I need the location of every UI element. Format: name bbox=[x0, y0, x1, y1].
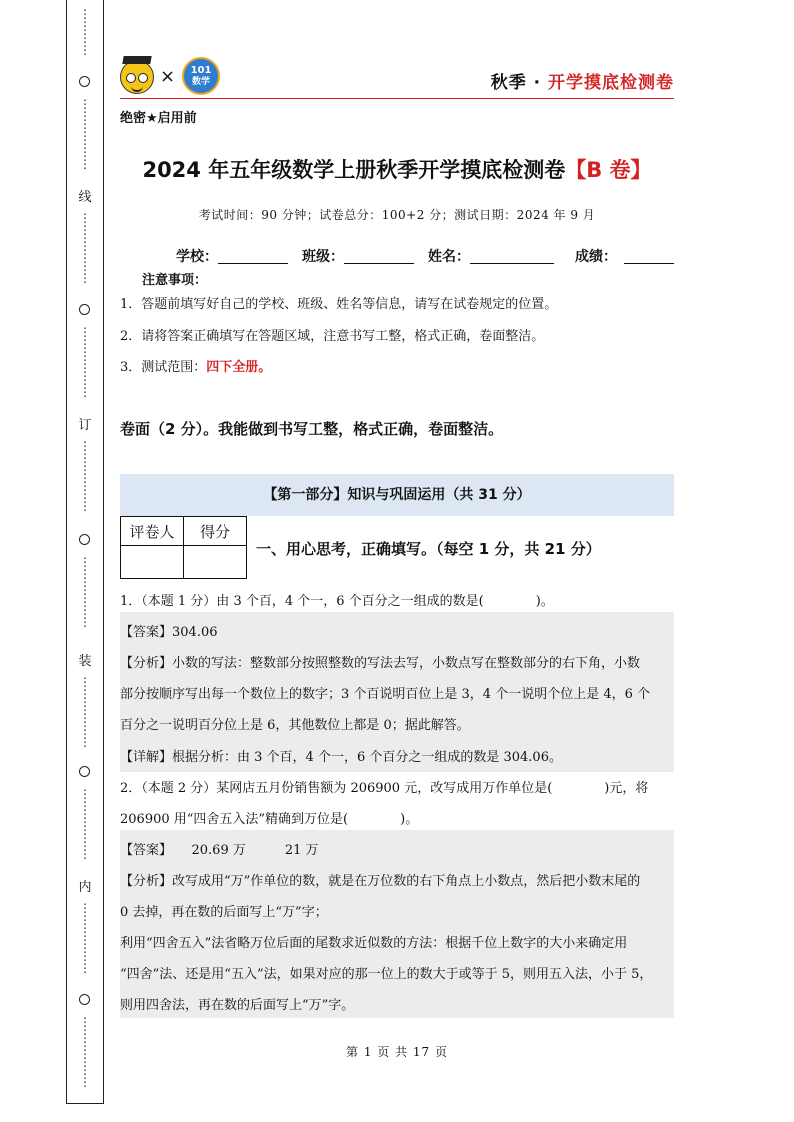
q2-solution-box bbox=[120, 830, 674, 1018]
margin-dots: ⋮ ⋮ ⋮ ⋮ ⋮ ⋮ bbox=[79, 675, 91, 749]
question-1: 1．（本题 1 分）由 3 个百，4 个一，6 个百分之一组成的数是( )。 bbox=[120, 594, 554, 609]
section-header: 【第一部分】知识与巩固运用（共 31 分） bbox=[120, 474, 674, 516]
margin-circle bbox=[79, 766, 90, 777]
times-icon: × bbox=[160, 66, 176, 87]
margin-dots: ⋮ ⋮ ⋮ ⋮ bbox=[79, 7, 91, 57]
page-footer: 第 1 页 共 17 页 bbox=[346, 1045, 448, 1059]
margin-circle bbox=[79, 304, 90, 315]
note-item: 2．请将答案正确填写在答题区域，注意书写工整，格式正确，卷面整洁。 bbox=[120, 329, 545, 344]
q2-answer: 【答案】 20.69 万 21 万 bbox=[120, 843, 319, 858]
class-field[interactable] bbox=[344, 263, 414, 264]
q1-detail: 【详解】根据分析：由 3 个百，4 个一，6 个百分之一组成的数是 304.06。 bbox=[120, 750, 562, 765]
q2-analysis-line: “四舍”法、还是用“五入”法，如果对应的那一位上的数大于或等于 5，则用五入法，小于 5， bbox=[120, 967, 653, 982]
owl-logo-icon bbox=[120, 60, 154, 94]
question-group-title: 一、用心思考，正确填写。（每空 1 分，共 21 分） bbox=[256, 540, 601, 558]
exam-info: 考试时间：90 分钟；试卷总分：100+2 分；测试日期：2024 年 9 月 bbox=[198, 208, 596, 222]
neatness-statement: 卷面（2 分）。我能做到书写工整，格式正确，卷面整洁。 bbox=[120, 420, 504, 438]
q1-analysis-line: 【分析】小数的写法：整数部分按照整数的写法去写，小数点写在整数部分的右下角，小数 bbox=[120, 656, 641, 671]
score-cell[interactable] bbox=[184, 546, 247, 579]
margin-char-order: 订 bbox=[78, 418, 92, 433]
margin-dots: ⋮ ⋮ ⋮ ⋮ ⋮ ⋮ bbox=[79, 439, 91, 513]
school-label: 学校： bbox=[176, 249, 218, 265]
note-item: 3．测试范围：四下全册。 bbox=[120, 360, 272, 375]
q2-analysis-line: 利用“四舍五入”法省略万位后面的尾数求近似数的方法：根据千位上数字的大小来确定用 bbox=[120, 936, 628, 951]
q1-solution-box bbox=[120, 612, 674, 772]
margin-char-bind: 装 bbox=[78, 654, 92, 669]
q2-analysis-line: 【分析】改写成用“万”作单位的数，就是在万位数的右下角点上小数点，然后把小数末尾的 bbox=[120, 874, 641, 889]
margin-dots: ⋮ ⋮ ⋮ ⋮ ⋮ ⋮ bbox=[79, 325, 91, 399]
q1-analysis-line: 百分之一说明百分位上是 6，其他数位上都是 0；据此解答。 bbox=[120, 718, 470, 733]
margin-dots: ⋮ ⋮ ⋮ ⋮ ⋮ ⋮ bbox=[79, 555, 91, 629]
q2-analysis-line: 则用四舍法，再在数的后面写上“万”字。 bbox=[120, 998, 355, 1013]
q1-analysis-line: 部分按顺序写出每一个数位上的数字；3 个百说明百位上是 3，4 个一说明个位上是 4，6 个 bbox=[120, 687, 651, 702]
school-field[interactable] bbox=[218, 263, 288, 264]
name-field[interactable] bbox=[470, 263, 554, 264]
margin-circle bbox=[79, 994, 90, 1005]
notes-title: 注意事项： bbox=[142, 273, 208, 288]
class-label: 班级： bbox=[302, 249, 344, 265]
binding-margin bbox=[66, 0, 104, 1104]
score-label: 成绩： bbox=[575, 249, 617, 265]
score-table bbox=[120, 516, 247, 579]
score-field[interactable] bbox=[624, 263, 674, 264]
score-header: 得分 bbox=[184, 517, 247, 546]
margin-dots: ⋮ ⋮ ⋮ ⋮ ⋮ ⋮ bbox=[79, 901, 91, 975]
q2-analysis-line: 0 去掉，再在数的后面写上“万”字； bbox=[120, 905, 328, 920]
note-item: 1．答题前填写好自己的学校、班级、姓名等信息，请写在试卷规定的位置。 bbox=[120, 297, 558, 312]
grader-cell[interactable] bbox=[121, 546, 184, 579]
q1-answer: 【答案】304.06 bbox=[120, 625, 218, 640]
header-exam-label: 秋季 · 开学摸底检测卷 bbox=[490, 73, 674, 93]
margin-circle bbox=[79, 534, 90, 545]
question-2-line: 2．（本题 2 分）某网店五月份销售额为 206900 元，改写成用万作单位是( )元，将 bbox=[120, 781, 649, 796]
margin-char-line: 线 bbox=[78, 190, 92, 205]
margin-circle bbox=[79, 76, 90, 87]
name-label: 姓名： bbox=[428, 249, 470, 265]
margin-dots: ⋮ ⋮ ⋮ ⋮ ⋮ ⋮ bbox=[79, 211, 91, 285]
margin-char-inner: 内 bbox=[78, 880, 92, 895]
margin-dots: ⋮ ⋮ ⋮ ⋮ ⋮ ⋮ bbox=[79, 787, 91, 861]
page-title: 2024 年五年级数学上册秋季开学摸底检测卷【B 卷】 bbox=[142, 158, 652, 182]
header-divider bbox=[120, 98, 674, 99]
margin-dots: ⋮ ⋮ ⋮ ⋮ ⋮ ⋮ bbox=[79, 97, 91, 171]
brand-101-logo-icon: 101 数学 bbox=[182, 57, 220, 95]
margin-dots: ⋮ ⋮ ⋮ ⋮ ⋮ ⋮ bbox=[79, 1015, 91, 1089]
confidential-label: 绝密★启用前 bbox=[120, 111, 197, 126]
grader-header: 评卷人 bbox=[121, 517, 184, 546]
question-2-line: 206900 用“四舍五入法”精确到万位是( )。 bbox=[120, 812, 419, 827]
